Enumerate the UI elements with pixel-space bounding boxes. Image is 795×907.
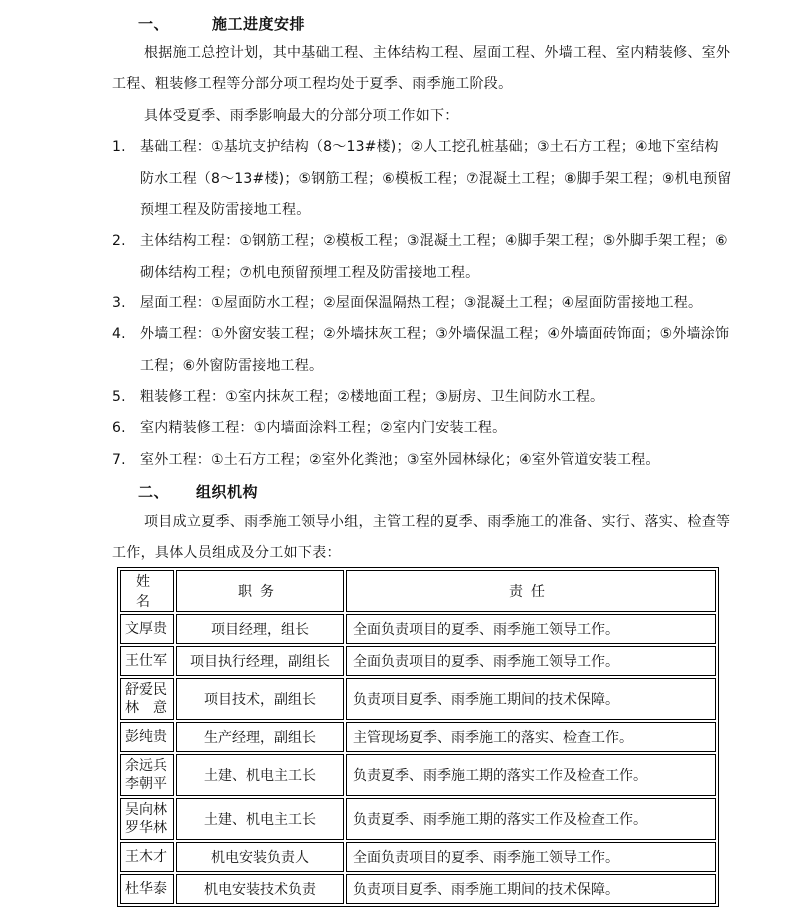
- table-row: [120, 754, 716, 796]
- cell-role: 生产经理，副组长: [176, 722, 344, 752]
- list-number: 3.: [112, 295, 126, 311]
- cell-name: 余远兵 李朝平: [120, 754, 174, 796]
- section-heading-2: [138, 481, 438, 503]
- list-number: 4.: [112, 326, 126, 342]
- intro-paragraph: 根据施工总控计划，其中基础工程、主体结构工程、屋面工程、外墙工程、室内精装修、室外工程、粗装修工程等分部分项工程均处于夏季、雨季施工阶段。: [112, 45, 731, 92]
- cell-name: 文厚贵: [120, 614, 174, 644]
- header-role: 职务: [176, 570, 344, 612]
- list-item: [112, 445, 732, 477]
- cell-duty: 全面负责项目的夏季、雨季施工领导工作。: [346, 842, 716, 872]
- table-header-row: [120, 570, 716, 612]
- list-item: [112, 226, 732, 289]
- list-number: 6.: [112, 420, 126, 436]
- lead-paragraph: 具体受夏季、雨季影响最大的分部分项工作如下：: [144, 108, 459, 124]
- list-number: 7.: [112, 452, 126, 468]
- cell-role: 机电安装技术负责: [176, 874, 344, 904]
- cell-duty: 主管现场夏季、雨季施工的落实、检查工作。: [346, 722, 716, 752]
- cell-role: 机电安装负责人: [176, 842, 344, 872]
- cell-duty: 负责夏季、雨季施工期的落实工作及检查工作。: [346, 754, 716, 796]
- list-item: [112, 319, 732, 382]
- list-item: [112, 288, 732, 320]
- list-item: [112, 382, 732, 414]
- table-row: [120, 678, 716, 720]
- list-text: 粗装修工程：①室内抹灰工程；②楼地面工程；③厨房、卫生间防水工程。: [140, 389, 605, 405]
- list-text: 屋面工程：①屋面防水工程；②屋面保温隔热工程；③混凝土工程；④屋面防雷接地工程。: [140, 295, 703, 311]
- cell-name: 杜华泰: [120, 874, 174, 904]
- cell-role: 项目技术，副组长: [176, 678, 344, 720]
- cell-duty: 负责夏季、雨季施工期的落实工作及检查工作。: [346, 798, 716, 840]
- list-item: [112, 413, 732, 445]
- list-text: 室内精装修工程：①内墙面涂料工程；②室内门安装工程。: [140, 420, 507, 436]
- cell-role: 土建、机电主工长: [176, 798, 344, 840]
- table-row: [120, 722, 716, 752]
- cell-duty: 全面负责项目的夏季、雨季施工领导工作。: [346, 614, 716, 644]
- section-title: 组织机构: [196, 483, 259, 501]
- list-text: 主体结构工程：①钢筋工程；②模板工程；③混凝土工程；④脚手架工程；⑤外脚手架工程；⑥砌体结构工程；⑦机电预留预埋工程及防雷接地工程。: [140, 233, 728, 281]
- cell-name: 吴向林 罗华林: [120, 798, 174, 840]
- table-row: [120, 798, 716, 840]
- header-name: 姓名: [120, 570, 174, 612]
- cell-role: 项目执行经理，副组长: [176, 646, 344, 676]
- cell-duty: 负责项目夏季、雨季施工期间的技术保障。: [346, 874, 716, 904]
- section-title: 施工进度安排: [212, 15, 306, 33]
- section-number: 一、: [138, 15, 170, 33]
- list-item: [112, 132, 732, 227]
- cell-name: 王木才: [120, 842, 174, 872]
- table-row: [120, 646, 716, 676]
- table-row: [120, 874, 716, 904]
- cell-name: 彭纯贵: [120, 722, 174, 752]
- list-text: 基础工程：①基坑支护结构（8～13#楼)；②人工挖孔桩基础；③土石方工程；④地下室结构防水工程（8～13#楼)；⑤钢筋工程；⑥模板工程；⑦混凝土工程；⑧脚手架工程；⑨机电预留预埋工程及防雷接地工程。: [140, 139, 732, 218]
- staff-table: [117, 567, 719, 907]
- cell-name: 舒爱民 林 意: [120, 678, 174, 720]
- header-duty: 责任: [346, 570, 716, 612]
- list-number: 5.: [112, 389, 126, 405]
- cell-role: 土建、机电主工长: [176, 754, 344, 796]
- org-intro-paragraph: 项目成立夏季、雨季施工领导小组，主管工程的夏季、雨季施工的准备、实行、落实、检查等工作，具体人员组成及分工如下表：: [112, 514, 731, 561]
- table-row: [120, 614, 716, 644]
- section-number: 二、: [138, 483, 170, 501]
- list-text: 外墙工程：①外窗安装工程；②外墙抹灰工程；③外墙保温工程；④外墙面砖饰面；⑤外墙涂饰工程；⑥外窗防雷接地工程。: [140, 326, 730, 374]
- cell-role: 项目经理，组长: [176, 614, 344, 644]
- list-text: 室外工程：①土石方工程；②室外化粪池；③室外园林绿化；④室外管道安装工程。: [140, 452, 660, 468]
- list-number: 2.: [112, 233, 126, 249]
- cell-duty: 全面负责项目的夏季、雨季施工领导工作。: [346, 646, 716, 676]
- cell-duty: 负责项目夏季、雨季施工期间的技术保障。: [346, 678, 716, 720]
- list-number: 1.: [112, 139, 126, 155]
- table-row: [120, 842, 716, 872]
- section-heading-1: [138, 13, 438, 35]
- cell-name: 王仕军: [120, 646, 174, 676]
